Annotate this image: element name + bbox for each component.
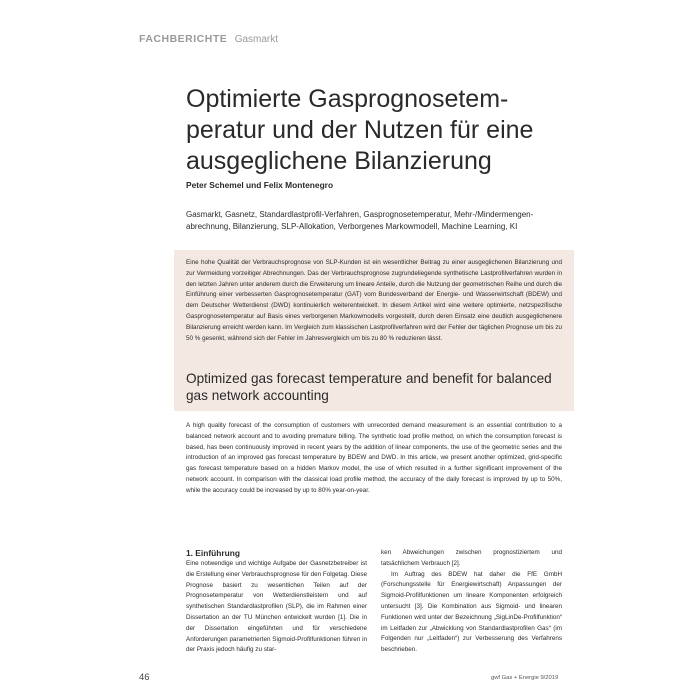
page-number: 46	[139, 672, 150, 683]
running-header	[139, 33, 278, 45]
english-title: Optimized gas forecast temperature and benefit for balanced gas network accounting	[186, 371, 552, 403]
authors: Peter Schemel und Felix Montenegro	[186, 180, 334, 190]
abstract-english: A high quality forecast of the consumption of customers with unrecorded demand measurement is an essential contribution to a balanced network account and to avoiding premature billing. The synthetic load profile method, on which the consumption forecast is based, has been continuously improved in recent years by the addition of linear components, the use of the geometric series and the introduction of an improved gas forecast temperature by BDEW and DWD. In this article, we present another optimized, grid-specific gas forecast temperature based on a hidden Markov model, the use of which resulted in a further significant improvement of the network account. In comparison with the classical load profile method, the accuracy of the daily forecast is improved by up to 50%, while the accuracy could be increased by up to 80% year-on-year.	[186, 422, 562, 494]
section-heading: 1. Einführung	[186, 548, 240, 558]
article-title: Optimierte Gasprognosetemperatur und der Nutzen für eine ausgeglichene Bilanzierung	[186, 85, 534, 175]
paragraph: Eine notwendige und wichtige Aufgabe der Gasnetzbetreiber ist die Erstellung einer Verbrauchsprognose für den Folgetag. Diese Prognose basiert zu wesentlichen Teilen auf der Prognosetemperatur von Wetterdienstleistern und auf synthetischen Standardlastprofilen (SLP), die im Rahmen einer Dissertation an der TU München entwickelt wurden [1]. Die in der Dissertation eingeführten und für verschiedene Anforderungen parametrierten Sigmoid-Profilfunktionen führen in der Praxis jedoch häufig zu star-	[186, 560, 367, 654]
body-column-2	[381, 548, 562, 656]
body-column-1	[186, 548, 367, 656]
paragraph: ken Abweichungen zwischen prognostiziertem und tatsächlichem Verbrauch [2].	[381, 549, 562, 567]
paragraph: Im Auftrag des BDEW hat daher die FfE GmbH (Forschungsstelle für Energiewirtschaft) Anpassungen der Sigmoid-Profilfunktionen um lineare Komponenten erfolgreich untersucht [3]. Die Kombination aus Sigmoid- und linearen Funktionen wird unter der Bezeichnung „SigLinDe-Profilfunktion“ im Leitfaden zur „Abwicklung von Standardlastprofilen Gas“ (im Folgenden nur „Leitfaden“) zur Verbesserung des Verfahrens beschrieben.	[381, 570, 562, 654]
keywords: Gasmarkt, Gasnetz, Standardlastprofil-Verfahren, Gasprognosetemperatur, Mehr-/Mindermengenabrechnung, Bilanzierung, SLP-Allokation, Verborgenes Markowmodell, Machine Learning, KI	[186, 210, 534, 231]
topic-label: Gasmarkt	[234, 34, 279, 45]
section-label: FACHBERICHTE	[139, 33, 228, 45]
abstract-german: Eine hohe Qualität der Verbrauchsprognose von SLP-Kunden ist ein wesentlicher Beitrag zu einer ausgeglichenen Bilanzierung und zur Vermeidung vorzeitiger Abrechnungen. Das der Verbrauchsprognose zugrundeliegende synthetische Lastprofilverfahren wurden in den letzten Jahren unter anderem durch die Erweiterung um lineare Anteile, durch die Nutzung der geometrischen Reihe und durch die Einführung einer verbesserten Gasprognosetemperatur (GAT) vom Bundesverband der Energie- und Wasserwirtschaft (BDEW) und dem Deutscher Wetterdienst (DWD) kontinuierlich weiterentwickelt. In diesem Artikel wird eine weitere optimierte, netzspezifische Gasprognosetemperatur auf Basis eines verborgenen Markowmodells vorgestellt, durch deren Einsatz eine deutlich ausgeglichenere Bilanzierung erreicht werden kann. Im Vergleich zum klassischen Lastprofilverfahren wird der Fehler der täglichen Prognose um bis zu 50 % gesenkt, während sich der Fehler im Jahresvergleich um bis zu 80 % reduzieren lässt.	[186, 259, 562, 342]
journal-info: gwf Gas + Energie 9/2019	[491, 675, 559, 681]
